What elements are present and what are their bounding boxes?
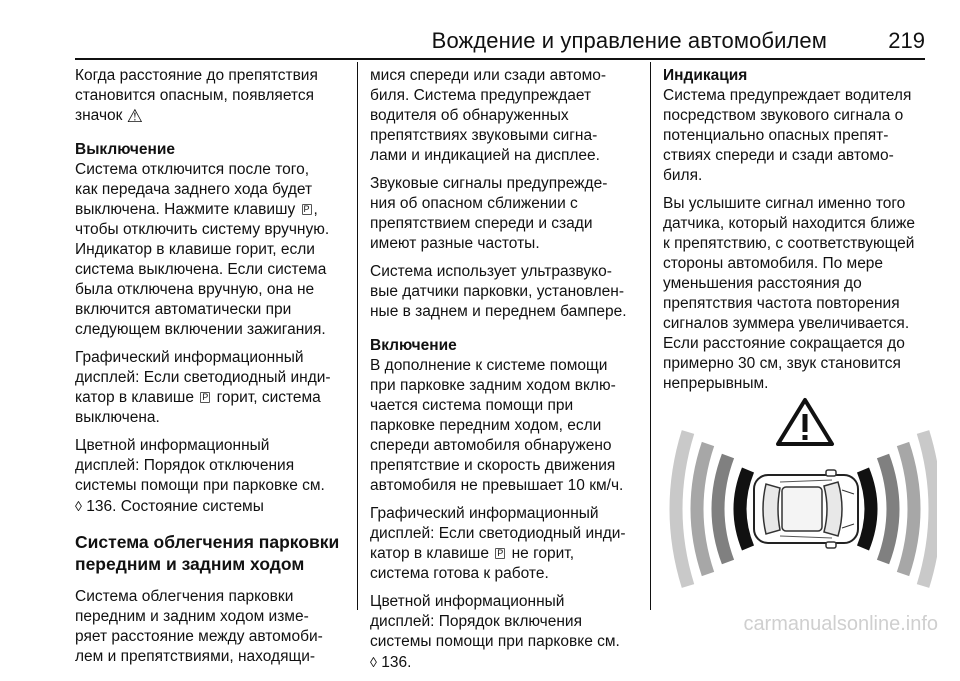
column-divider-2 xyxy=(650,62,651,610)
page-number: 219 xyxy=(888,28,925,53)
column-2 xyxy=(370,66,645,681)
indication-section: Индикация Система предупреждает водителя посредством звукового сигнала о потенциально опасных препят- ствиях спереди и сзади автомо- биля. xyxy=(663,66,935,186)
warning-triangle-icon xyxy=(778,400,832,444)
col2-paragraph-1: мися спереди или сзади автомо- биля. Система предупреждает водителя об обнаруженных препятствиях звуковыми сигна- лами и индикацией на дисплее. xyxy=(370,67,607,164)
intro-paragraph: Когда расстояние до препятствия становится опасным, появляется значок ⚠ xyxy=(75,67,318,126)
watermark: carmanualsonline.info xyxy=(743,613,938,635)
col2-paragraph-3: Система использует ультразвуко- вые датчики парковки, установлен- ные в заднем и переднем бампере. xyxy=(370,263,627,320)
on-section: Включение В дополнение к системе помощи при парковке задним ходом вклю- чается система помощи при парковке передним ходом, если спереди автомобиля обнаружено препятствие и скорость движения автомобиля не превышает 10 км/ч. xyxy=(370,336,645,496)
section-heading: Система облегчения парковки передним и задним ходом xyxy=(75,532,340,574)
front-sensor-zones xyxy=(863,432,935,586)
graphic-display-off: Графический информационный дисплей: Если светодиодный инди- катор в клавише P горит, система выключена. xyxy=(75,349,331,426)
indication-heading: Индикация xyxy=(663,67,748,84)
parking-key-icon: P xyxy=(202,392,209,402)
parking-key-icon: P xyxy=(303,204,310,214)
page-reference-link[interactable]: 136. xyxy=(381,654,412,671)
col2-paragraph-2: Звуковые сигналы предупрежде- ния об опасном сближении с препятствием спереди и сзади имеют разные частоты. xyxy=(370,175,608,252)
header-title: Вождение и управление автомобилем xyxy=(431,28,827,53)
page-reference-arrow-icon: ◊ xyxy=(370,654,377,670)
page-reference-arrow-icon: ◊ xyxy=(75,498,82,514)
parking-sensor-illustration xyxy=(662,392,937,607)
off-heading: Выключение xyxy=(75,141,176,158)
parking-key-icon: P xyxy=(497,548,504,558)
off-section: Выключение Система отключится после того, как передача заднего хода будет выключена. Нажмите клавишу P , чтобы отключить систему вручную. Индикатор в клавише горит, если система выключена. Если система была отключена вручную, она не включится автоматически при следующем включении зажигания. xyxy=(75,140,347,340)
page-header xyxy=(75,12,925,60)
on-heading: Включение xyxy=(370,337,457,354)
column-3 xyxy=(663,66,935,402)
car-top-view xyxy=(754,470,858,548)
warning-triangle-icon: ⚠ xyxy=(126,106,143,126)
rear-sensor-zones xyxy=(676,432,748,586)
column-divider-1 xyxy=(357,62,358,610)
color-display-off: Цветной информационный дисплей: Порядок отключения системы помощи при парковке см. ◊ 136. Состояние системы xyxy=(75,437,325,515)
section-intro: Система облегчения парковки передним и задним ходом изме- ряет расстояние между автомоби- лем и препятствиями, находящи- xyxy=(75,588,323,665)
column-1 xyxy=(75,66,347,675)
color-display-on: Цветной информационный дисплей: Порядок включения системы помощи при парковке см. ◊ 136. xyxy=(370,593,620,671)
page-reference-link[interactable]: 136. Состояние системы xyxy=(86,498,264,515)
col3-paragraph-2: Вы услышите сигнал именно того датчика, который находится ближе к препятствию, с соответствующей стороны автомобиля. По мере уменьшения расстояния до препятствия частота повторения сигналов зуммера увеличивается. Если расстояние сокращается до примерно 30 см, звук становится непрерывным. xyxy=(663,195,916,392)
graphic-display-on: Графический информационный дисплей: Если светодиодный инди- катор в клавише P не горит, система готова к работе. xyxy=(370,505,626,582)
